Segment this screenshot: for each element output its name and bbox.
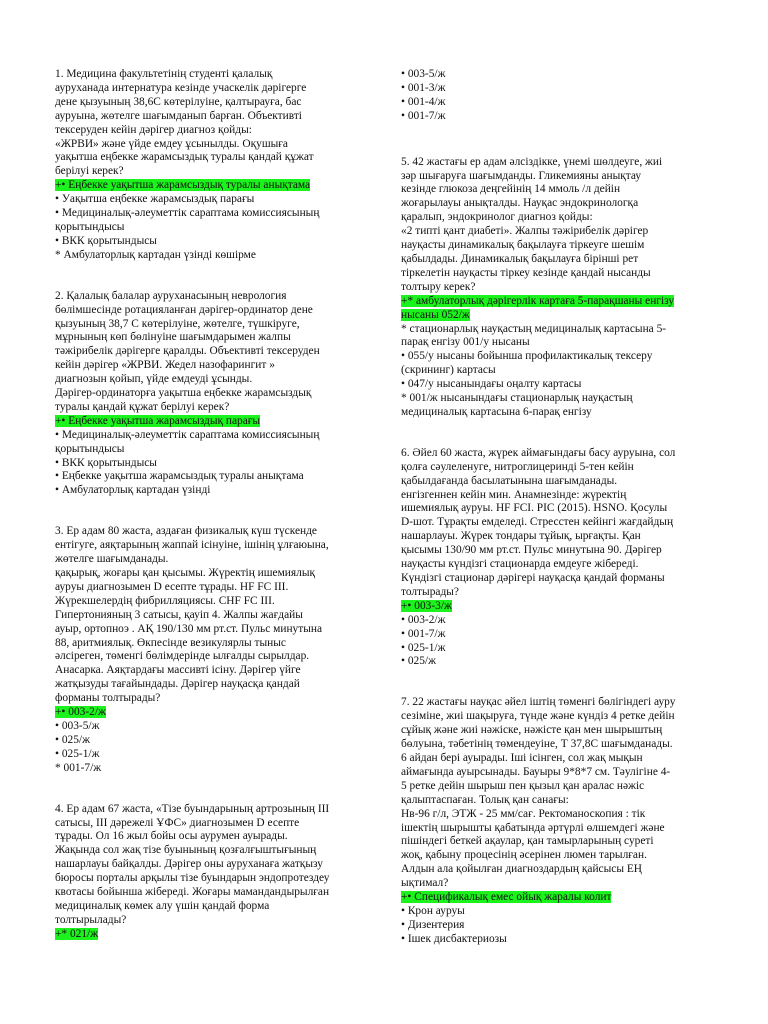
question-text-line: 88, аритмиялық. Өкпесінде везикулярлы тыныс xyxy=(55,636,286,649)
question-text-line: енгізгеннен кейін мин. Анамнезінде: жүректің xyxy=(401,488,627,501)
question-text-line: тәжірибелік дәрігерге қаралды. Объективті тексеруден xyxy=(55,345,320,358)
answer-option xyxy=(55,443,361,457)
answer-text: • Амбулаторлық картадан үзінді xyxy=(55,484,211,497)
question-text-line: жөтелге шағымданады. xyxy=(55,553,169,566)
correct-answer-option xyxy=(55,179,361,193)
question-text-line: ентігуге, аяқтарының жаппай ісінуіне, ішінің ұлғаюына, xyxy=(55,539,329,552)
answer-text: • 025/ж xyxy=(401,655,436,668)
question-block xyxy=(401,68,717,124)
question-text-line: зәр шығаруға шағымданды. Гликемияны анықтау xyxy=(401,169,642,182)
answer-option xyxy=(401,655,717,669)
question-text-line: ауруы диагнозымен D есепте тұрады. HF FC III. xyxy=(55,580,289,593)
question-text-first-line: 7. 22 жастағы науқас әйел іштің төменгі бөлігіндегі ауру xyxy=(401,696,676,709)
question-text-line: уақытша еңбекке жарамсыздық туралы қандай құжат xyxy=(55,151,314,164)
answer-text: • Медициналық-әлеуметтік сараптама комиссиясының xyxy=(55,428,320,441)
correct-answer-option xyxy=(55,928,361,942)
question-text-line: туралы қандай құжат берілуі керек? xyxy=(55,400,230,413)
answer-option xyxy=(55,193,361,207)
answer-option xyxy=(55,734,361,748)
question-text-line: пішіндегі беткей ақаулар, қан тамырларының суреті xyxy=(401,835,654,848)
answer-text: • 001-7/ж xyxy=(401,627,446,640)
question-block xyxy=(55,803,361,942)
question-text-line: Нв-96 г/л, ЭТЖ - 25 мм/сағ. Ректоманоскопия : тік xyxy=(401,807,646,820)
left-column xyxy=(55,68,361,969)
question-text-line: «ЖРВИ» және үйде емдеу ұсынылды. Оқушыға xyxy=(55,137,288,150)
question-text-line: аймағында ауырсынады. Бауыры 9*8*7 см. Тәулігіне 4- xyxy=(401,765,671,778)
right-column xyxy=(401,68,717,974)
question-text-line: науқасты динамикалық бақылауға тіркеуге шешім xyxy=(401,239,645,252)
question-text-first-line: 6. Әйел 60 жаста, жүрек аймағындағы басу ауруына, сол xyxy=(401,446,676,459)
answer-option xyxy=(401,336,717,350)
answer-option xyxy=(55,207,361,221)
question-text-line: әлсіреген, төменгі бөлімдерінде ылғалды сырылдар. xyxy=(55,650,310,663)
question-text-line: диагнозын қойып, үйде емдеуді ұсынды. xyxy=(55,373,253,386)
question-text-line: Анасарка. Аяқтардағы массивті ісіну. Дәрігер үйге xyxy=(55,664,301,677)
question-text-line: жатқызуды тағайындады. Дәрігер науқасқа қандай xyxy=(55,678,300,691)
question-block xyxy=(401,447,717,670)
answer-option xyxy=(401,392,717,406)
answer-option xyxy=(55,235,361,249)
answer-text: • 003-5/ж xyxy=(55,719,100,732)
question-text-line: қалыптаспаған. Толық қан санағы: xyxy=(401,793,569,806)
answer-option xyxy=(55,429,361,443)
question-text-line: кейін дәрігер «ЖРВИ. Жедел назофарингит » xyxy=(55,359,275,372)
question-text-first-line: 4. Ер адам 67 жаста, «Тізе буындарының артрозының III xyxy=(55,802,330,815)
question-text-line: тіркелетін науқасты тіркеу кезінде қандай нысанды xyxy=(401,266,651,279)
question-text-line: D-шот. Тұрақты емделеді. Стресстен кейінгі жағдайдың xyxy=(401,516,674,529)
question-text-line: сезіміне, жиі шақыруға, түнде және күндіз 4 ретке дейін xyxy=(401,710,675,723)
question-text-line: нашарлауы. Жүрек тондары тұйық, ырғақты. Қан xyxy=(401,530,641,543)
answer-text: * Амбулаторлық картадан үзінді көшірме xyxy=(55,248,256,261)
answer-text: +• 003-3/ж xyxy=(401,599,452,612)
question-text-line: дене қызуының 38,6С көтерілуіне, қалтырауға, бас xyxy=(55,95,302,108)
answer-text: * стационарлық науқастың медициналық картасына 5- xyxy=(401,322,667,335)
question-text-line: ауруханада интернатура кезінде учаскелік дәрігерге xyxy=(55,81,307,94)
answer-text: • Крон ауруы xyxy=(401,904,465,917)
answer-text: +* амбулаторлық дәрігерлік картаға 5-парақшаны енгізу xyxy=(401,294,675,307)
answer-text: * 001/ж нысанындағы стационарлық науқастың xyxy=(401,392,633,405)
answer-text: • Еңбекке уақытша жарамсыздық туралы анықтама xyxy=(55,470,304,483)
question-text-line: Дәрігер-ординаторға уақытша еңбекке жарамсыздық xyxy=(55,387,312,400)
answer-option xyxy=(401,642,717,656)
question-text-line: толтырады? xyxy=(401,585,459,598)
answer-text: медициналық картасына 6-парақ енгізу xyxy=(401,405,592,418)
question-text-line: Жүрекшелердің фибрилляциясы. CHF FC III. xyxy=(55,594,275,607)
answer-text: +* 021/ж xyxy=(55,927,99,940)
question-text-line: медициналық көмек алу үшін қандай форма xyxy=(55,899,270,912)
answer-text: • 001-3/ж xyxy=(401,81,446,94)
answer-text: • 025-1/ж xyxy=(401,641,446,654)
question-text-line: тұрады. Ол 16 жыл бойы осы аурумен ауырады. xyxy=(55,830,288,843)
question-text-line: берілуі керек? xyxy=(55,165,124,178)
question-text-first-line: 3. Ер адам 80 жаста, аздаған физикалық күш түскенде xyxy=(55,525,317,538)
question-text-line: форманы толтырады? xyxy=(55,692,161,705)
question-text-line: нашарлауы байқалды. Дәрігер оны ауруханаға жатқызу xyxy=(55,858,323,871)
question-text-line: қолға сәулеленуге, нитроглицеринді 5-тен кейін xyxy=(401,460,634,473)
question-text-line: ықтимал? xyxy=(401,877,449,890)
question-block xyxy=(55,525,361,775)
question-text-line: ішектің шырышты қабатында әртүрлі өлшемдегі және xyxy=(401,821,665,834)
answer-text: • 003-2/ж xyxy=(401,613,446,626)
question-text-line: «2 типті қант диабеті». Жалпы тәжірибелік дәрігер xyxy=(401,225,649,238)
question-text-line: кезінде глюкоза деңгейінің 14 ммоль /л дейін xyxy=(401,183,621,196)
answer-option xyxy=(401,406,717,420)
question-text-line: жоғарылауы анықталды. Науқас эндокринологқа xyxy=(401,197,639,210)
correct-answer-option xyxy=(55,706,361,720)
question-text-line: қысымы 130/90 мм рт.ст. Пульс минутына 90. Дәрігер xyxy=(401,544,662,557)
answer-option xyxy=(401,905,717,919)
answer-text: • ВКК қорытындысы xyxy=(55,456,157,469)
question-text-first-line: 2. Қалалық балалар ауруханасының неврология xyxy=(55,289,287,302)
question-text-line: ауыр, ортопноэ . АҚ 190/130 мм рт.ст. Пульс минутына xyxy=(55,622,323,635)
answer-option xyxy=(401,933,717,947)
answer-option xyxy=(401,350,717,364)
answer-option xyxy=(401,323,717,337)
question-text-line: Жақында сол жақ тізе буынының қозғалғыштығының xyxy=(55,844,317,857)
question-text-line: 5 ретке дейін шырыш пен қызыл қан аралас нәжіс xyxy=(401,779,645,792)
question-block xyxy=(55,290,361,499)
answer-text: • 025/ж xyxy=(55,733,90,746)
answer-option xyxy=(55,748,361,762)
correct-answer-option xyxy=(401,295,717,309)
answer-text: +• 003-2/ж xyxy=(55,706,106,719)
answer-text: • 001-4/ж xyxy=(401,95,446,108)
question-text-line: науқасты күндізгі стационарда емдеуге жібереді. xyxy=(401,558,639,571)
answer-text: (скрининг) картасы xyxy=(401,364,496,377)
answer-text: • 025-1/ж xyxy=(55,747,100,760)
question-text-line: жоқ, қабыну процесінің әсерінен люмен тарылған. xyxy=(401,849,647,862)
question-text-line: қабылдағанда басылатынына шағымданады. xyxy=(401,474,618,487)
answer-text: • 055/у нысаны бойынша профилактикалық тексеру xyxy=(401,350,653,363)
question-text-line: Алдын ала қойылған диагноздардың қайсысы ЕҢ xyxy=(401,863,643,876)
question-block xyxy=(55,68,361,263)
answer-option xyxy=(401,378,717,392)
answer-option xyxy=(55,720,361,734)
answer-option xyxy=(55,484,361,498)
answer-text: +• Еңбекке уақытша жарамсыздық парағы xyxy=(55,414,261,427)
answer-text: нысаны 052/ж xyxy=(401,308,470,321)
question-text-line: Күндізгі стационар дәрігері науқасқа қандай форманы xyxy=(401,572,665,584)
question-text-line: қаралып, эндокринолог диагноз қойды: xyxy=(401,211,593,224)
answer-text: парақ енгізу 001/у нысаны xyxy=(401,336,530,349)
answer-text: • Уақытша еңбекке жарамсыздық парағы xyxy=(55,193,255,206)
question-text-line: толтыру керек? xyxy=(401,280,476,293)
correct-answer-option xyxy=(401,309,717,323)
question-text-line: тексеруден кейін дәрігер диагноз қойды: xyxy=(55,123,252,136)
answer-text: қорытындысы xyxy=(55,220,125,233)
answer-text: +• Еңбекке уақытша жарамсыздық туралы анықтама xyxy=(55,179,311,192)
answer-text: • 003-5/ж xyxy=(401,68,446,80)
answer-option xyxy=(401,614,717,628)
answer-text: • Ішек дисбактериозы xyxy=(401,932,507,945)
answer-text: • 001-7/ж xyxy=(401,109,446,122)
question-text-line: сұйық және жиі нәжіске, нәжісте қан мен шырыштың xyxy=(401,724,663,737)
correct-answer-option xyxy=(55,415,361,429)
question-text-line: қақырық, жоғары қан қысымы. Жүректің ишемиялық xyxy=(55,567,316,579)
question-text-line: 6 айдан бері ауырады. Іші ісінген, сол жақ мықын xyxy=(401,751,643,764)
answer-option xyxy=(401,919,717,933)
answer-option xyxy=(401,68,717,82)
question-text-line: қызуының 38,7 С көтерілуіне, жөтелге, түшкіруге, xyxy=(55,317,300,330)
answer-option xyxy=(55,762,361,776)
answer-option xyxy=(401,628,717,642)
answer-text: • Медициналық-әлеуметтік сараптама комиссиясының xyxy=(55,207,320,220)
question-text-line: сатысы, III дәрежелі ҰФС» диагнозымен D есепте xyxy=(55,816,300,829)
answer-option xyxy=(55,221,361,235)
question-text-line: толтырылады? xyxy=(55,913,127,926)
question-text-line: бюросы порталы арқылы тізе буындарын эндопротездеу xyxy=(55,872,330,885)
answer-option xyxy=(55,470,361,484)
question-block xyxy=(401,156,717,420)
answer-option xyxy=(401,96,717,110)
question-text-line: бөлімшесінде ротацияланған дәрігер-ординатор дене xyxy=(55,303,313,316)
answer-option xyxy=(55,249,361,263)
correct-answer-option xyxy=(401,600,717,614)
correct-answer-option xyxy=(401,891,717,905)
question-text-line: бөлуына, тәбетінің төмендеуіне, Т 37,8С шағымданады. xyxy=(401,738,673,751)
question-block xyxy=(401,696,717,946)
answer-text: +• Спецификалық емес ойық жаралы колит xyxy=(401,891,612,904)
answer-option xyxy=(401,110,717,124)
question-text-line: квотасы бойынша жібереді. Жоғары мамандандырылған xyxy=(55,886,330,899)
answer-option xyxy=(401,364,717,378)
answer-text: * 001-7/ж xyxy=(55,761,102,774)
answer-text: • 047/у нысанындағы оңалту картасы xyxy=(401,378,582,391)
answer-option xyxy=(401,82,717,96)
question-text-line: ишемиялық ауруы. HF FCI. PIC (2015). HSNO. Қосулы xyxy=(401,502,668,515)
answer-text: • ВКК қорытындысы xyxy=(55,234,157,247)
answer-text: • Дизентерия xyxy=(401,918,465,931)
question-text-line: Гипертонияның 3 сатысы, қауіп 4. Жалпы жағдайы xyxy=(55,608,303,621)
question-text-line: қабылдады. Динамикалық бақылауға бірінші рет xyxy=(401,252,639,265)
answer-text: қорытындысы xyxy=(55,442,125,455)
question-text-line: ауруына, жөтелге шағымданып барған. Объективті xyxy=(55,109,302,122)
question-text-line: мұрнының көп бөлінуіне шағымдарымен жалпы xyxy=(55,331,291,344)
answer-option xyxy=(55,457,361,471)
question-text-first-line: 5. 42 жастағы ер адам әлсіздікке, үнемі шөлдеуге, жиі xyxy=(401,155,663,168)
question-text-first-line: 1. Медицина факультетінің студенті қалалық xyxy=(55,68,273,80)
